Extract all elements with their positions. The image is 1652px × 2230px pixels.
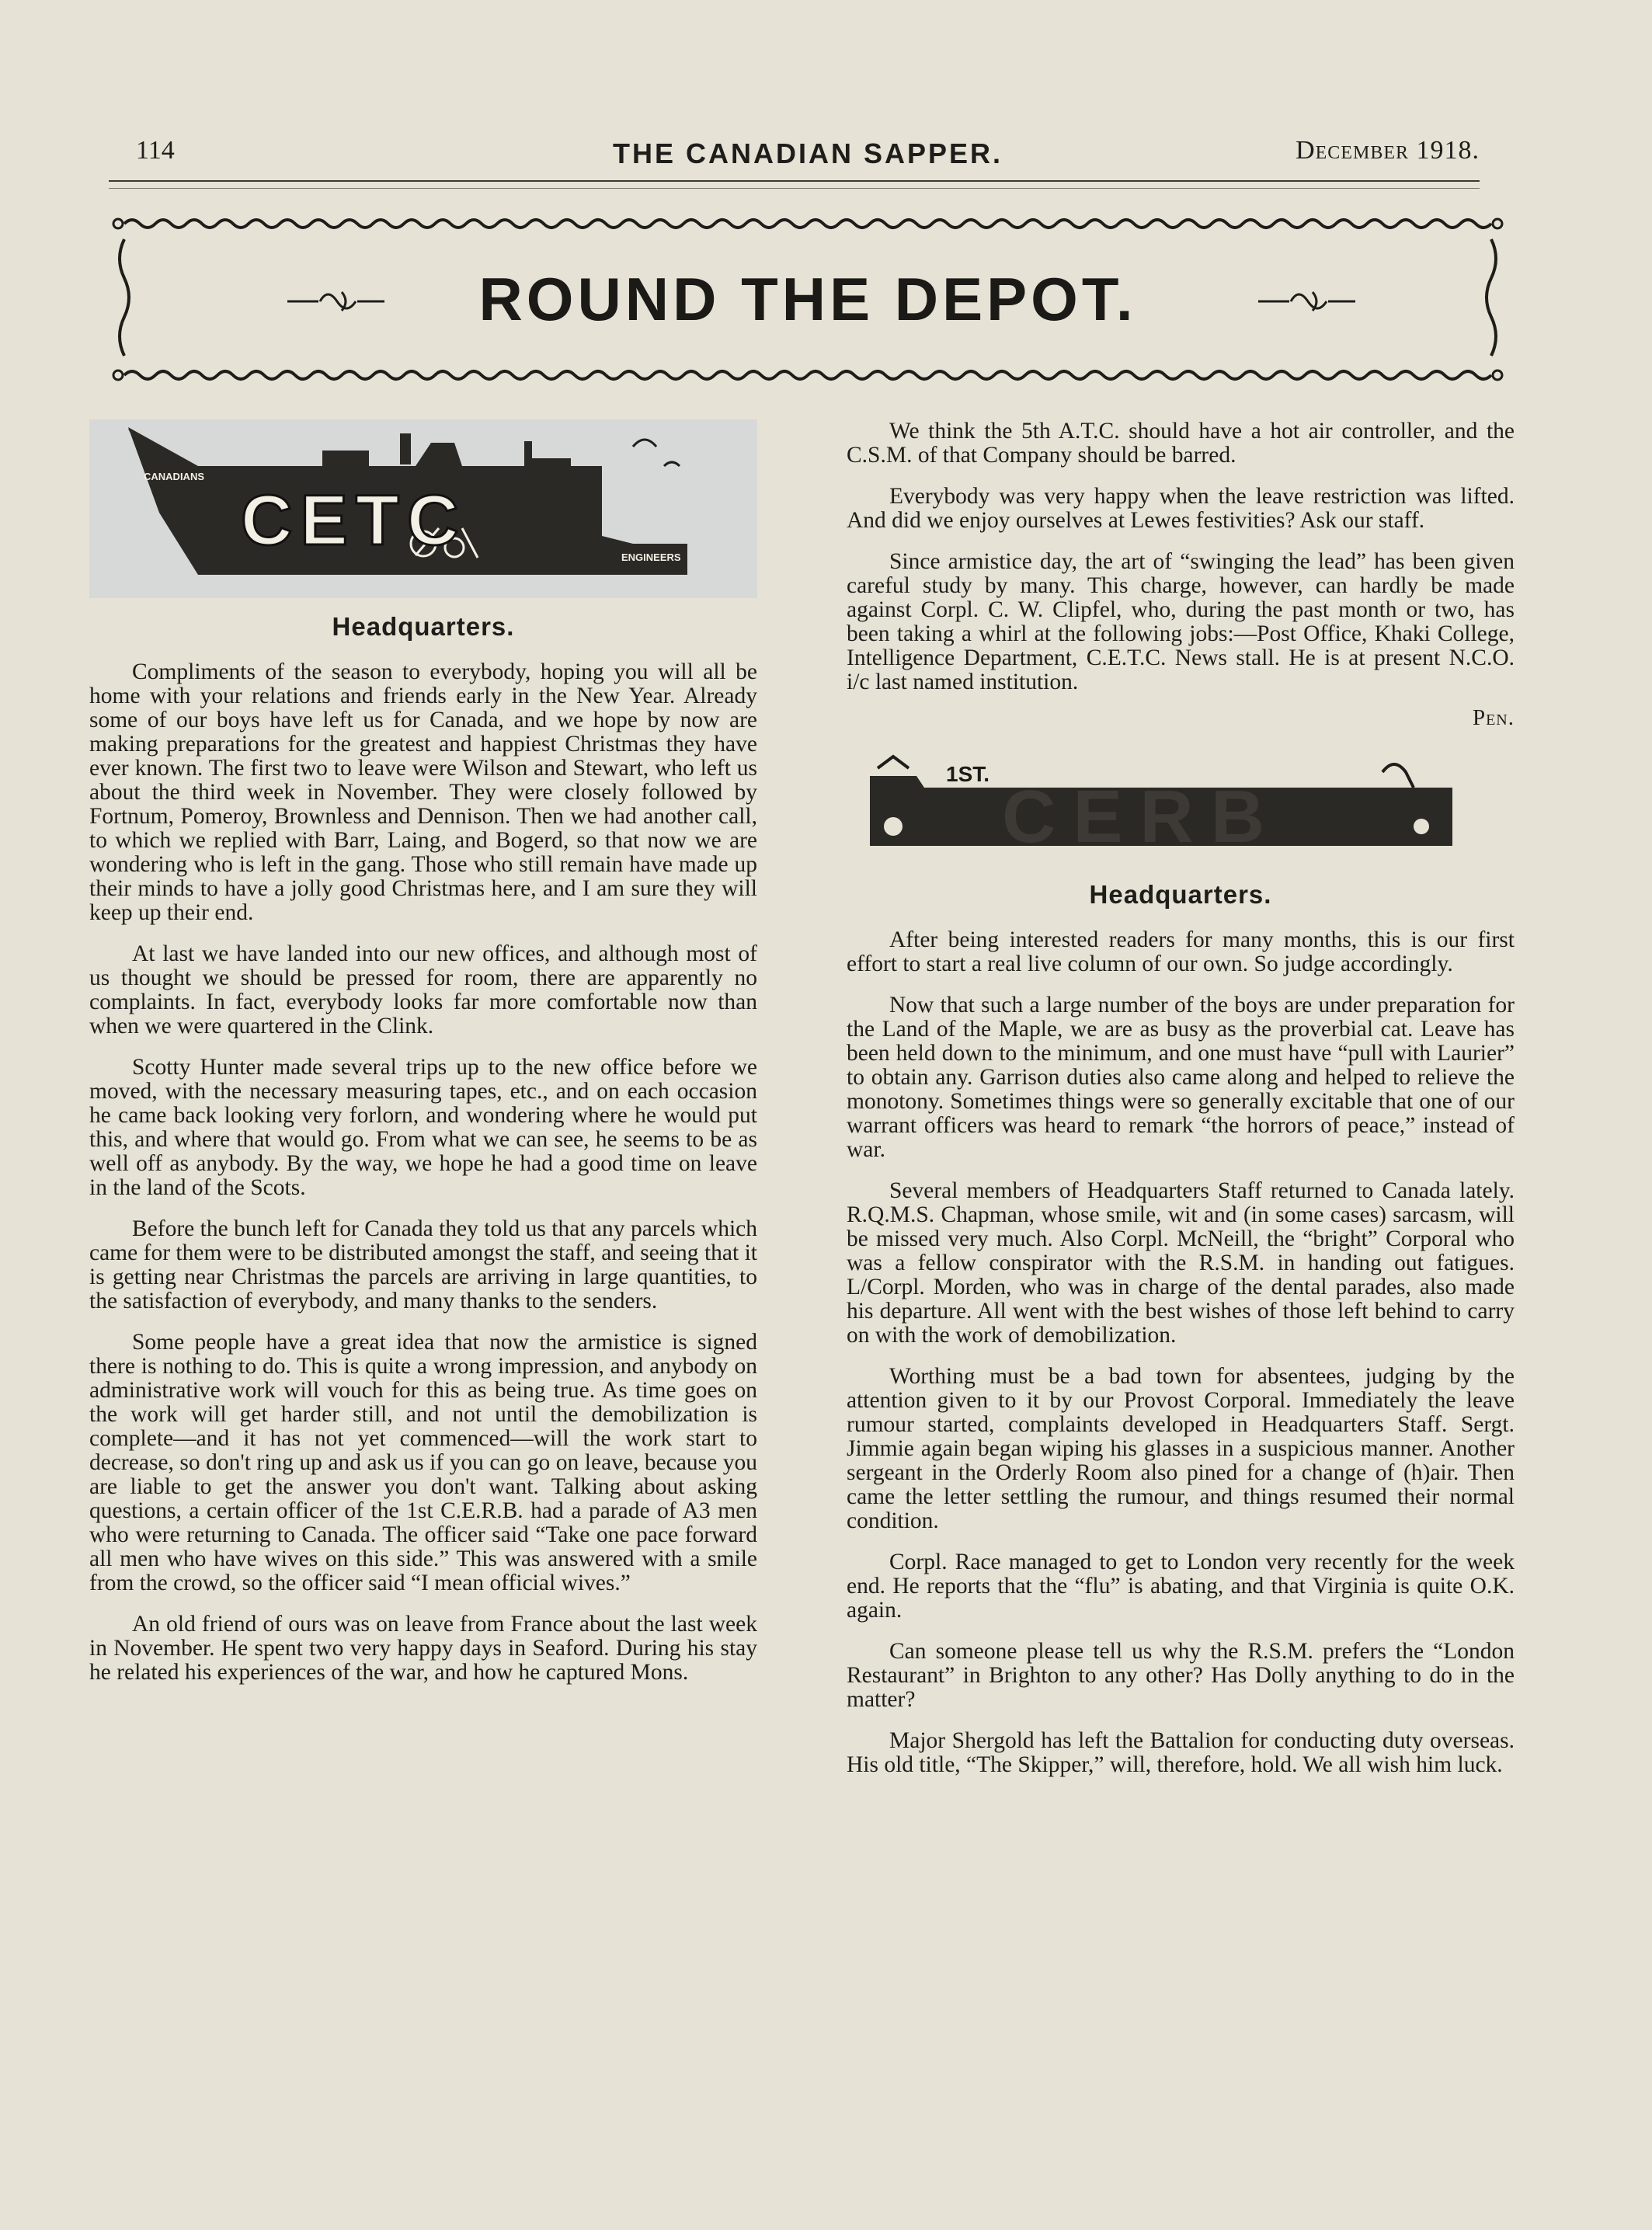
cerb-logo-prefix: 1ST. bbox=[946, 762, 990, 786]
right-paragraph-7: Major Shergold has left the Battalion for conducting duty overseas. His old title, “The Skipper,” will, therefore, hold. We all wish him luck. bbox=[847, 1728, 1515, 1777]
page-number: 114 bbox=[136, 136, 175, 165]
running-header bbox=[136, 136, 1480, 183]
left-column bbox=[89, 419, 757, 1702]
logo-label-canadians: CANADIANS bbox=[144, 471, 204, 482]
cerb-logo-text: CERB bbox=[1002, 775, 1282, 858]
left-paragraph-1: Compliments of the season to everybody, hoping you will all be home with your relations and friends early in the New Year. Already some of our boys have left us for Canada, and we hope by now are making preparations for the greatest and happiest Christmas they have ever known. The first two to leave were Wilson and Stewart, who left us about the third week in November. They were closely followed by Fortnum, Pomeroy, Brownless and Dennison. Then we had another call, to which we replied with Barr, Laing, and Bogerd, so that now we are wondering who is left in the gang. Those who still remain have made up their minds to have a jolly good Christmas here, and I am sure they will keep up their end. bbox=[89, 659, 757, 925]
masthead: THE CANADIAN SAPPER. bbox=[612, 137, 1003, 169]
right-paragraph-4: Worthing must be a bad town for absentees, judging by the attention given to it by our Provost Corporal. Immediately the leave rumour started, complaints developed in Headquarters Staff. Sergt. Jimmie again began wiping his glasses in a suspicious manner. Another sergeant in the Orderly Room also pined for a change of (h)air. Then came the letter settling the rumour, and things resumed their normal condition. bbox=[847, 1364, 1515, 1533]
right-intro-3: Since armistice day, the art of “swinging the lead” has been given careful study by many. This charge, however, can hardly be made against Corpl. C. W. Clipfel, who, during the past month or two, has been taking a whirl at the following jobs:—Post Office, Khaki College, Intelligence Department, C.E.T.C. News stall. He is at present N.C.O. i/c last named institution. bbox=[847, 549, 1515, 694]
right-paragraph-3: Several members of Headquarters Staff returned to Canada lately. R.Q.M.S. Chapman, whose smile, wit and (in some cases) sarcasm, will be missed very much. Also Corpl. McNeill, the “bright” Corporal who was a fellow conspirator with the R.S.M. in handing out fatigues. L/Corpl. Morden, who was in charge of the dental parades, also made his departure. All went with the best wishes of those left behind to carry on with the work of demobilization. bbox=[847, 1178, 1515, 1348]
right-paragraph-1: After being interested readers for many months, this is our first effort to start a real live column of our own. So judge accordingly. bbox=[847, 927, 1515, 976]
issue-date: December 1918. bbox=[1296, 136, 1480, 165]
right-paragraph-2: Now that such a large number of the boys are under preparation for the Land of the Maple, we are as busy as the proverbial cat. Leave has been held down to the minimum, and one must have “pull with Laurier” to obtain any. Garrison duties also came along and helped to relieve the monotony. Sometimes things were so generally excitable that one of our warrant officers was heard to remark “the horrors of peace,” instead of war. bbox=[847, 993, 1515, 1162]
cetc-logo-text: CETC bbox=[241, 481, 467, 560]
right-paragraph-5: Corpl. Race managed to get to London very recently for the week end. He reports that the “flu” is abating, and that Virginia is quite O.K. again. bbox=[847, 1550, 1515, 1623]
header-rule-thin bbox=[109, 188, 1480, 189]
right-intro-2: Everybody was very happy when the leave restriction was lifted. And did we enjoy ourselves at Lewes festivities? Ask our staff. bbox=[847, 484, 1515, 533]
right-paragraph-6: Can someone please tell us why the R.S.M. prefers the “London Restaurant” in Brighton to any other? Has Dolly anything to do in the matter? bbox=[847, 1639, 1515, 1712]
header-rule bbox=[109, 180, 1480, 182]
logo-label-engineers: ENGINEERS bbox=[621, 551, 681, 563]
section-banner bbox=[109, 216, 1507, 383]
right-column bbox=[847, 419, 1515, 1794]
right-heading: Headquarters. bbox=[1089, 880, 1272, 909]
cerb-logo bbox=[847, 745, 1515, 861]
section-title: ROUND THE DEPOT. bbox=[478, 265, 1137, 333]
cetc-logo bbox=[89, 419, 757, 598]
left-paragraph-4: Before the bunch left for Canada they told us that any parcels which came for them were to be distributed amongst the staff, and seeing that it is getting near Christmas the parcels are arriving in large quantities, to the satisfaction of everybody, and many thanks to the senders. bbox=[89, 1216, 757, 1313]
signature: Pen. bbox=[1472, 705, 1515, 730]
left-paragraph-2: At last we have landed into our new offices, and although most of us thought we should be pressed for room, there are apparently no complaints. In fact, everybody looks far more comfortable now than when we were quartered in the Clink. bbox=[89, 941, 757, 1038]
left-paragraph-5: Some people have a great idea that now the armistice is signed there is nothing to do. This is quite a wrong impression, and anybody on administrative work will vouch for this as being true. As time goes on the work will get harder still, and not until the demobilization is complete—and it has not yet commenced—will the work start to decrease, so don't ring up and ask us if you can go on leave, because you are liable to get the answer you don't want. Talking about asking questions, a certain officer of the 1st C.E.R.B. had a parade of A3 men who were returning to Canada. The officer said “Take one pace forward all men who have wives on this side.” This was answered with a smile from the crowd, so the officer said “I mean official wives.” bbox=[89, 1330, 757, 1595]
right-intro-1: We think the 5th A.T.C. should have a hot air controller, and the C.S.M. of that Company should be barred. bbox=[847, 419, 1515, 468]
left-paragraph-6: An old friend of ours was on leave from France about the last week in November. He spent two very happy days in Seaford. During his stay he related his experiences of the war, and how he captured Mons. bbox=[89, 1612, 757, 1685]
left-paragraph-3: Scotty Hunter made several trips up to the new office before we moved, with the necessary measuring tapes, etc., and on each occasion he came back looking very forlorn, and wondering where he would put this, and where that would go. From what we can see, he seems to be as well off as anybody. By the way, we hope he had a good time on leave in the land of the Scots. bbox=[89, 1055, 757, 1200]
left-heading: Headquarters. bbox=[332, 612, 515, 641]
